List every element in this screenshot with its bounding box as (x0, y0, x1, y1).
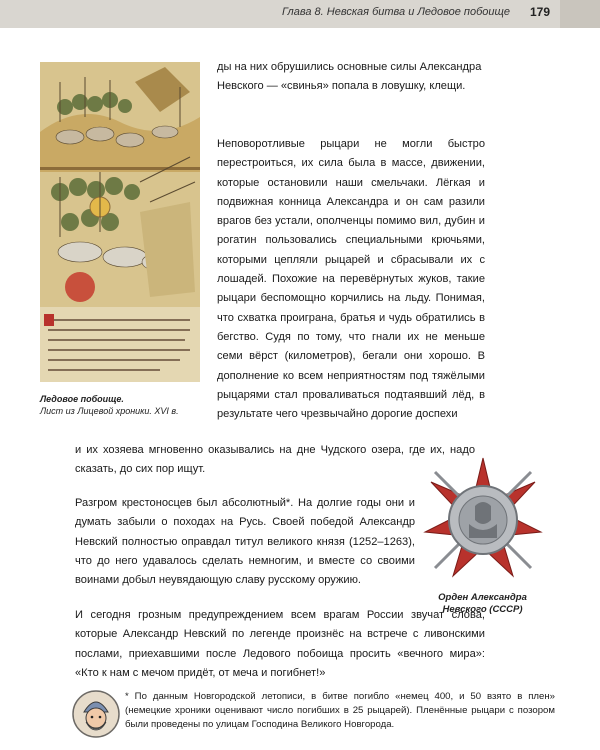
warrior-avatar-icon (72, 690, 120, 738)
caption-text: Лист из Лицевой хроники. XVI в. (40, 406, 179, 416)
page-number: 179 (529, 5, 550, 19)
illustration-caption (40, 393, 210, 417)
caption-title: Ледовое побоище. (40, 394, 124, 404)
paragraph-4: И сегодня грозным предупреждением всем врагам России звучат слова, которые Александр Невский по легенде произнёс на встрече с ливонскими послами, приехавшими после Ледового побоища просить «вечного мира»: «Кто к нам с мечом придёт, от меча и погибнет!» (75, 609, 485, 679)
paragraph-2: Неповоротливые рыцари не могли быстро перестроиться, их сила была в массе, движении, которые остановили наши смельчаки. Лёгкая и подвижная конница Александра и он сам разили врагов без устали, ополченцы помимо вил, дубин и рогатин пользовались специальными крючьями, которыми цепляли рыцарей и сбрасывали их с лошадей. Похожие на перевёрнутых жуков, такие рыцари беспомощно корчились на льду. Понимая, что схватка проиграна, братья и чудь обратились в бегство. Судя по тому, что гнали их не меньше семи вёрст (километров), бегали они хорошо. В дополнение ко всем неприятностям под тяжёлыми рыцарями стал проваливаться подтаявший лёд, в результате чего чрезвычайно дорогие доспехи (217, 138, 485, 421)
chronicle-illustration (40, 62, 200, 382)
paragraph-1: ды на них обрушились основные силы Александра Невского — «свинья» попала в ловушку, клещи. (217, 61, 482, 93)
footnote: * По данным Новгородской летописи, в битве погибло «немец 400, и 50 взято в плен» (немецкие хроники оценивают число погибших в 25 рыцарей). Пленённые рыцари с позором были проведены по улицам Господина Великого Новгорода. (125, 691, 555, 730)
paragraph-3: Разгром крестоносцев был абсолютный*. На долгие годы они и думать забыли о походах на Русь. Своей победой Александр Невский полностью оправдал титул великого князя (1252–1263), что до него удавалось сделать немногим, и вместе со своими воинами добыл неувядающую славу русскому оружию. (75, 497, 415, 587)
paragraph-2-continued: и их хозяева мгновенно оказывались на дне Чудского озера, где их, надо сказать, до сих пор ищут. (75, 444, 475, 476)
order-of-alexander-nevsky-image (418, 455, 548, 585)
medal-caption: Орден Александра Невского (СССР) (438, 592, 527, 615)
chapter-title: Глава 8. Невская битва и Ледовое побоище (282, 6, 510, 18)
header-stripe (560, 0, 600, 28)
page-header (0, 0, 600, 28)
